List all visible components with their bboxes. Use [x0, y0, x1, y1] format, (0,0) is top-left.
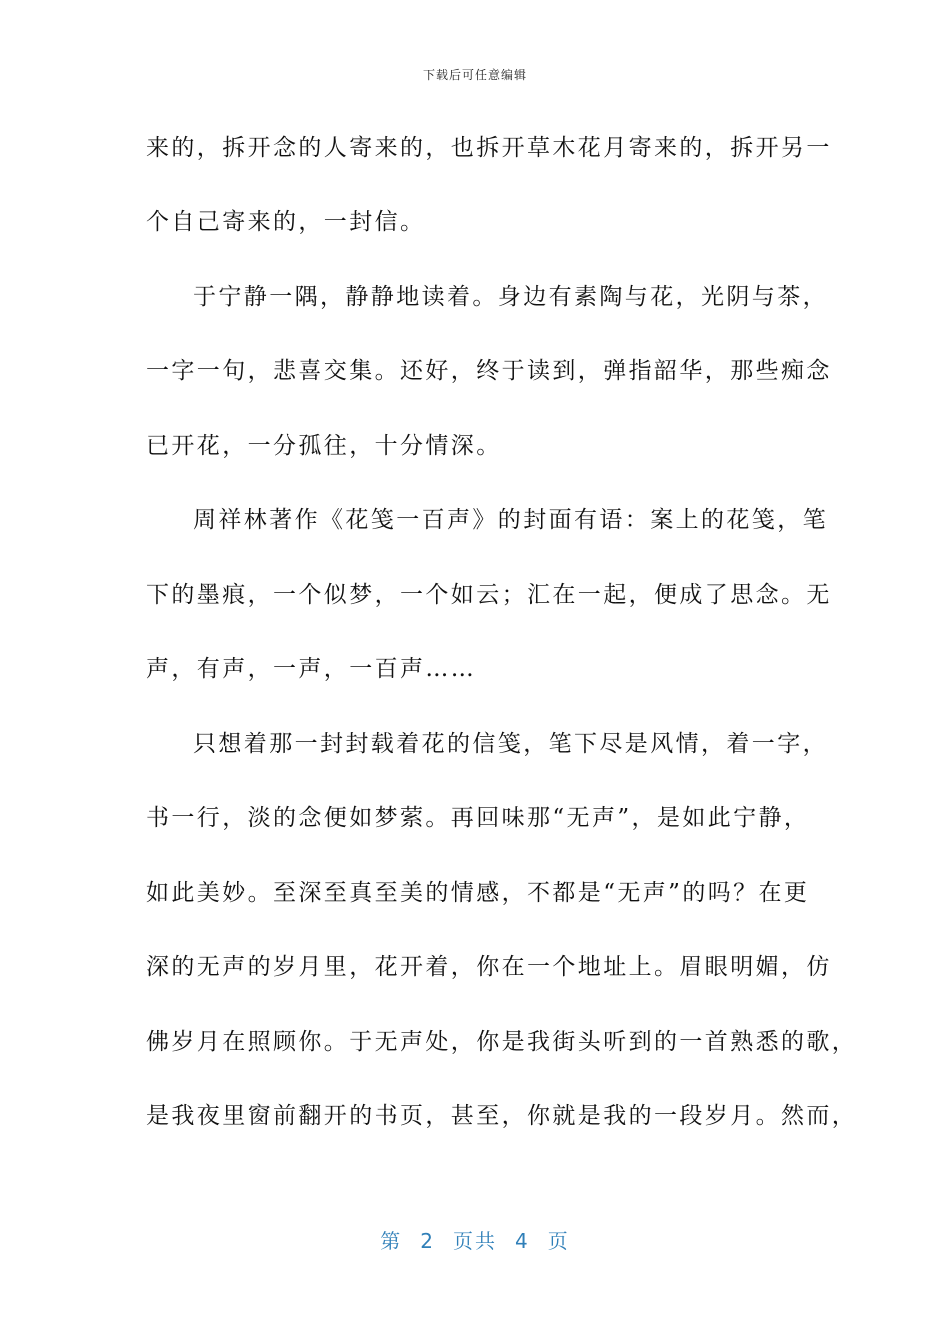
footer-middle: 页共 [453, 1229, 497, 1253]
total-pages: 4 [515, 1229, 530, 1253]
text-line: 来的，拆开念的人寄来的，也拆开草木花月寄来的，拆开另一 [146, 135, 832, 161]
text-line: 是我夜里窗前翻开的书页，甚至，你就是我的一段岁月。然而， [146, 1103, 858, 1129]
paragraph-first-line: 只想着那一封封载着花的信笺，笔下尽是风情，着一字， [193, 731, 828, 757]
text-line: 声，有声，一声，一百声…… [146, 656, 477, 682]
footer-suffix: 页 [547, 1229, 570, 1253]
text-line: 已开花，一分孤往，十分情深。 [146, 433, 502, 459]
text-line: 佛岁月在照顾你。于无声处，你是我街头听到的一首熟悉的歌， [146, 1029, 858, 1055]
page-footer [0, 1225, 950, 1254]
paragraph-first-line: 于宁静一隅，静静地读着。身边有素陶与花，光阴与茶， [193, 284, 828, 310]
paragraph-first-line: 周祥林著作《花笺一百声》的封面有语：案上的花笺，笔 [193, 507, 828, 533]
text-line: 个自己寄来的，一封信。 [146, 209, 426, 235]
page-header: 下载后可任意编辑 [422, 68, 527, 82]
text-line: 书一行，淡的念便如梦萦。再回味那“无声”，是如此宁静， [146, 805, 810, 831]
page-number: 2 [420, 1229, 435, 1253]
text-line: 深的无声的岁月里，花开着，你在一个地址上。眉眼明媚，仿 [146, 954, 832, 980]
footer-prefix: 第 [380, 1229, 403, 1253]
text-line: 下的墨痕，一个似梦，一个如云；汇在一起，便成了思念。无 [146, 582, 832, 608]
text-line: 一字一句，悲喜交集。还好，终于读到，弹指韶华，那些痴念 [146, 358, 832, 384]
text-line: 如此美妙。至深至真至美的情感，不都是“无声”的吗？在更 [146, 880, 810, 906]
